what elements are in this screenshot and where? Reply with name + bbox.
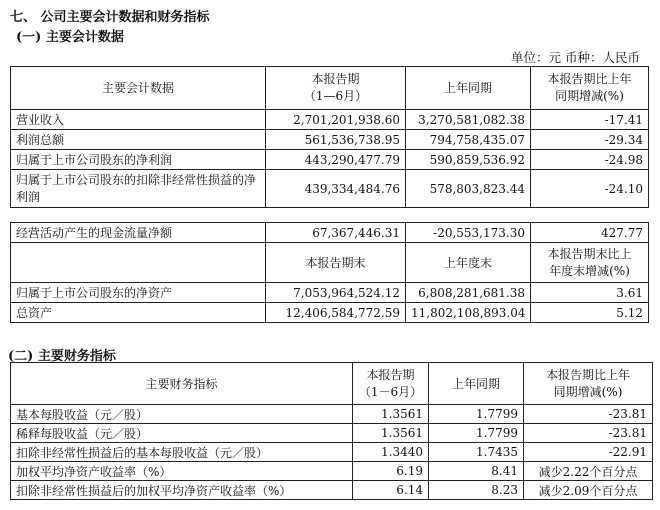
prior-value: 3,270,581,082.38 <box>406 110 531 130</box>
header-cell: 本报告期比上年 同期增减(%) <box>524 363 653 405</box>
prior-value: 794,758,435.07 <box>406 130 531 150</box>
table-row <box>11 443 653 462</box>
prior-value: 1.7799 <box>429 405 524 424</box>
change-value: -24.10 <box>531 170 649 208</box>
current-value: 1.3440 <box>353 443 429 462</box>
table-row <box>11 481 653 500</box>
header-cell: 本报告期 （1－6月） <box>353 363 429 405</box>
table-header-row <box>11 363 653 405</box>
table-row <box>11 110 649 130</box>
current-value: 6.14 <box>353 481 429 500</box>
row-label: 归属于上市公司股东的净资产 <box>11 283 266 303</box>
change-value: -23.81 <box>524 424 653 443</box>
table-header-row <box>11 67 649 110</box>
header-cell <box>11 243 266 283</box>
change-value: -29.34 <box>531 130 649 150</box>
unit-currency-line: 单位：元 币种：人民币 <box>511 50 640 65</box>
row-label: 稀释每股收益（元／股） <box>11 424 353 443</box>
change-value: -22.91 <box>524 443 653 462</box>
change-value: -24.98 <box>531 150 649 170</box>
change-value: 3.61 <box>531 283 649 303</box>
table-row <box>11 405 653 424</box>
row-label: 总资产 <box>11 303 266 323</box>
change-value: -23.81 <box>524 405 653 424</box>
header-cell: 本报告期末 <box>266 243 406 283</box>
prior-value: 8.23 <box>429 481 524 500</box>
change-value: 减少2.09个百分点 <box>524 481 653 500</box>
accounting-data-table <box>10 66 649 208</box>
header-cell: 主要财务指标 <box>11 363 353 405</box>
header-cell: 主要会计数据 <box>11 67 266 110</box>
prior-value: 578,803,823.44 <box>406 170 531 208</box>
row-label: 利润总额 <box>11 130 266 150</box>
current-value: 7,053,964,524.12 <box>266 283 406 303</box>
subsection-title-accounting-data: (一) 主要会计数据 <box>16 30 124 45</box>
current-value: 2,701,201,938.60 <box>266 110 406 130</box>
row-label: 归属于上市公司股东的扣除非经常性损益的净利润 <box>11 170 266 208</box>
prior-value: 590,859,536.92 <box>406 150 531 170</box>
financial-indicators-table <box>10 362 653 500</box>
row-label: 扣除非经常性损益后的加权平均净资产收益率（%） <box>11 481 353 500</box>
row-label: 扣除非经常性损益后的基本每股收益（元／股） <box>11 443 353 462</box>
row-label: 基本每股收益（元／股） <box>11 405 353 424</box>
table-row <box>11 130 649 150</box>
header-cell: 上年同期 <box>429 363 524 405</box>
current-value: 1.3561 <box>353 405 429 424</box>
header-cell: 上年度末 <box>406 243 531 283</box>
table-row <box>11 462 653 481</box>
table-row <box>11 150 649 170</box>
table-row <box>11 424 653 443</box>
current-value: 67,367,446.31 <box>266 223 406 243</box>
prior-value: 6,808,281,681.38 <box>406 283 531 303</box>
change-value: 减少2.22个百分点 <box>524 462 653 481</box>
table-row <box>11 303 649 323</box>
row-label: 归属于上市公司股东的净利润 <box>11 150 266 170</box>
current-value: 12,406,584,772.59 <box>266 303 406 323</box>
current-value: 439,334,484.76 <box>266 170 406 208</box>
header-cell: 本报告期比上年 同期增减(%) <box>531 67 649 110</box>
subsection-title-financial-indicators: (二) 主要财务指标 <box>8 349 116 364</box>
current-value: 561,536,738.95 <box>266 130 406 150</box>
change-value: 5.12 <box>531 303 649 323</box>
table-row <box>11 223 649 243</box>
prior-value: 11,802,108,893.04 <box>406 303 531 323</box>
prior-value: -20,553,173.30 <box>406 223 531 243</box>
cashflow-balance-table <box>10 222 649 323</box>
change-value: -17.41 <box>531 110 649 130</box>
row-label: 经营活动产生的现金流量净额 <box>11 223 266 243</box>
table-row <box>11 283 649 303</box>
row-label: 营业收入 <box>11 110 266 130</box>
table-header-row <box>11 243 649 283</box>
prior-value: 1.7799 <box>429 424 524 443</box>
table-row <box>11 170 649 208</box>
prior-value: 8.41 <box>429 462 524 481</box>
change-value: 427.77 <box>531 223 649 243</box>
row-label: 加权平均净资产收益率（%） <box>11 462 353 481</box>
current-value: 1.3561 <box>353 424 429 443</box>
header-cell: 本报告期末比上 年度末增减(%) <box>531 243 649 283</box>
current-value: 443,290,477.79 <box>266 150 406 170</box>
prior-value: 1.7435 <box>429 443 524 462</box>
header-cell: 上年同期 <box>406 67 531 110</box>
header-cell: 本报告期 （1—6月） <box>266 67 406 110</box>
current-value: 6.19 <box>353 462 429 481</box>
section-title: 七、 公司主要会计数据和财务指标 <box>10 10 210 25</box>
